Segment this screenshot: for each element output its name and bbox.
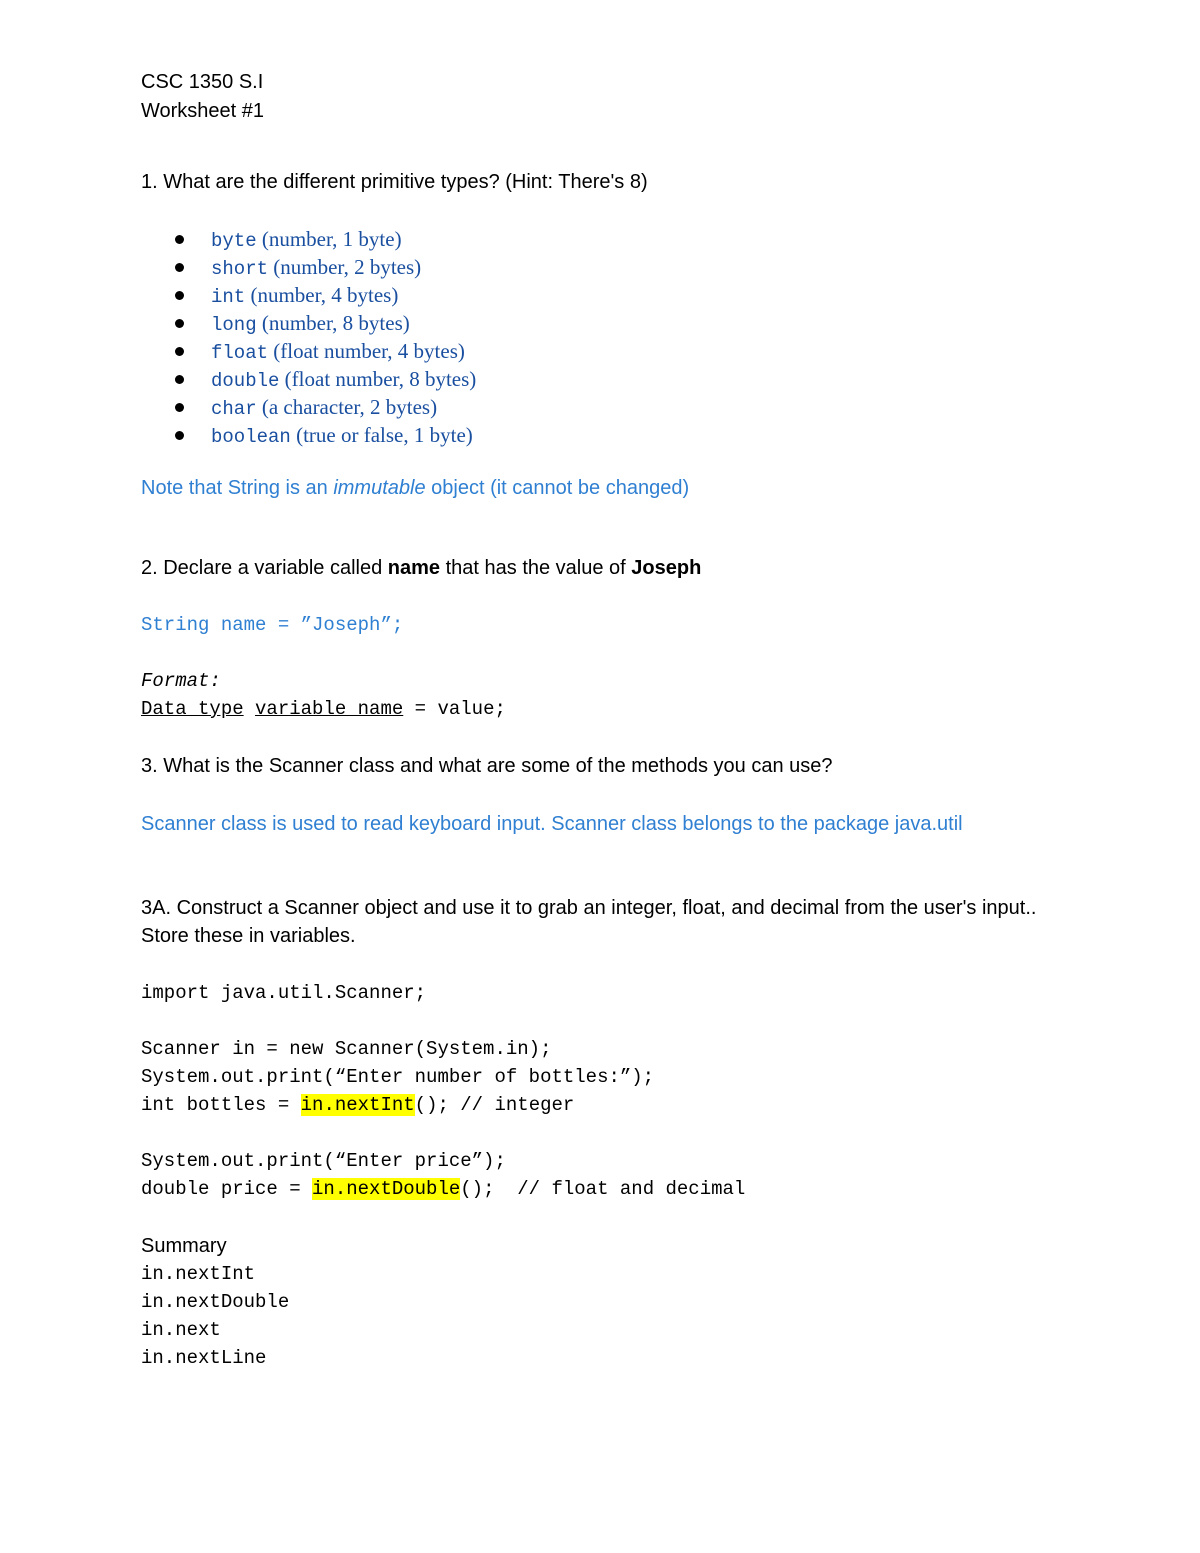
type-name: short <box>211 258 269 280</box>
primitive-types-list <box>141 225 476 449</box>
format-type: Data type <box>141 698 244 720</box>
bullet-icon <box>175 319 184 328</box>
type-name: int <box>211 286 246 308</box>
question-text-middle: that has the value of <box>440 557 632 579</box>
format-space <box>244 698 255 720</box>
type-desc: (float number, 4 bytes) <box>268 339 465 363</box>
string-note <box>141 474 689 502</box>
course-title: CSC 1350 S.I <box>141 71 264 93</box>
bullet-icon <box>175 431 184 440</box>
summary-method: in.nextInt <box>141 1263 256 1285</box>
worksheet-title: Worksheet #1 <box>141 100 265 122</box>
highlighted-method: in.nextInt <box>300 1094 415 1116</box>
list-item <box>141 309 476 337</box>
question-3a: 3A. Construct a Scanner object and use it to grab an integer, float, and decimal from the user's input.. Store these in variables. <box>141 897 1037 947</box>
list-item <box>141 393 476 421</box>
answer-3: Scanner class is used to read keyboard input. Scanner class belongs to the package java.util <box>141 813 963 835</box>
type-desc: (number, 1 byte) <box>256 227 402 251</box>
format-label: Format: <box>141 670 221 692</box>
bullet-icon <box>175 291 184 300</box>
list-item <box>141 281 476 309</box>
code-text: double price = <box>141 1178 313 1200</box>
question-1: 1. What are the different primitive types? (Hint: There's 8) <box>141 171 648 193</box>
note-text-end: object (it cannot be changed) <box>425 477 690 499</box>
code-print-bottles: System.out.print(“Enter number of bottles:”); <box>141 1066 655 1088</box>
summary-method: in.next <box>141 1319 221 1341</box>
question-text: 2. Declare a variable called <box>141 557 388 579</box>
question-2 <box>141 554 701 582</box>
highlighted-method: in.nextDouble <box>312 1178 461 1200</box>
code-text-end: (); // float and decimal <box>460 1178 746 1200</box>
answer-code: String name = ”Joseph”; <box>141 614 404 636</box>
format-var: variable name <box>255 698 404 720</box>
bullet-icon <box>175 375 184 384</box>
type-desc: (number, 2 bytes) <box>268 255 422 279</box>
type-desc: (a character, 2 bytes) <box>256 395 438 419</box>
code-double-price <box>141 1175 745 1203</box>
list-item <box>141 337 476 365</box>
list-item <box>141 253 476 281</box>
bullet-icon <box>175 235 184 244</box>
bullet-icon <box>175 347 184 356</box>
type-name: float <box>211 342 269 364</box>
code-int-bottles <box>141 1091 574 1119</box>
type-name: byte <box>211 230 257 252</box>
list-item <box>141 421 476 449</box>
type-desc: (number, 8 bytes) <box>256 311 410 335</box>
list-item <box>141 365 476 393</box>
bullet-icon <box>175 263 184 272</box>
type-name: long <box>211 314 257 336</box>
code-scanner: Scanner in = new Scanner(System.in); <box>141 1038 552 1060</box>
type-name: char <box>211 398 257 420</box>
summary-method: in.nextDouble <box>141 1291 290 1313</box>
type-desc: (true or false, 1 byte) <box>290 423 473 447</box>
type-name: double <box>211 370 280 392</box>
note-text: Note that String is an <box>141 477 334 499</box>
summary-title: Summary <box>141 1235 227 1257</box>
code-import: import java.util.Scanner; <box>141 982 427 1004</box>
bullet-icon <box>175 403 184 412</box>
code-text-end: (); // integer <box>414 1094 575 1116</box>
list-item <box>141 225 476 253</box>
type-desc: (number, 4 bytes) <box>245 283 399 307</box>
summary-method: in.nextLine <box>141 1347 267 1369</box>
type-desc: (float number, 8 bytes) <box>279 367 477 391</box>
code-print-price: System.out.print(“Enter price”); <box>141 1150 506 1172</box>
note-italic: immutable <box>333 477 426 499</box>
question-var: name <box>387 557 441 579</box>
question-value: Joseph <box>631 557 702 579</box>
code-text: int bottles = <box>141 1094 301 1116</box>
format-rest: = value; <box>403 698 506 720</box>
question-3: 3. What is the Scanner class and what are some of the methods you can use? <box>141 755 833 777</box>
type-name: boolean <box>211 426 291 448</box>
format-syntax <box>141 695 506 723</box>
